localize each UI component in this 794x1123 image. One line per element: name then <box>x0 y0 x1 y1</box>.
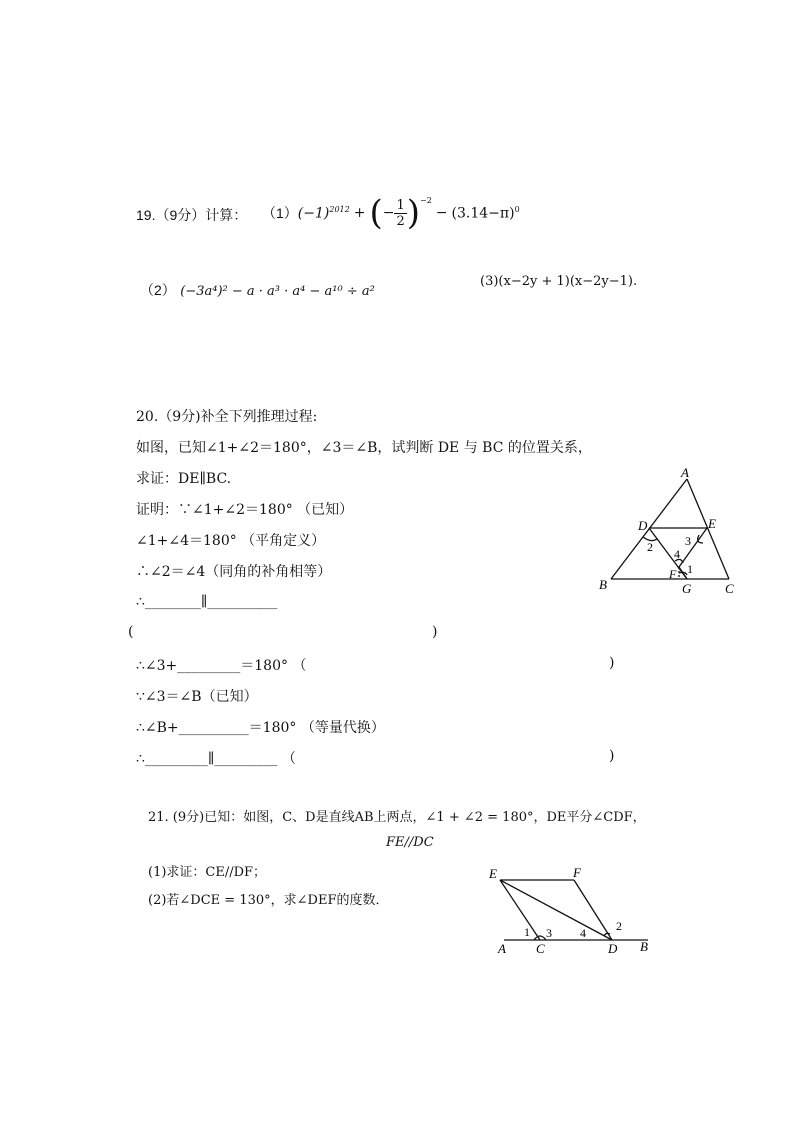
q20-label-E: E <box>708 516 716 531</box>
q21-num-1: 1 <box>524 925 530 939</box>
q20-step8: ∴∠B+__________＝180° （等量代换） <box>136 720 385 736</box>
q21-label-C: C <box>536 941 545 956</box>
q19-p1-exp2: −2 <box>420 196 432 205</box>
q21-num-2: 2 <box>616 919 622 933</box>
q20-step9: ∴_________∥_________ （ <box>136 751 296 767</box>
q20-num-3: 3 <box>685 534 691 548</box>
q21-parallelogram-figure <box>486 862 656 957</box>
q20-given: 如图，已知∠1+∠2＝180°，∠3＝∠B，试判断 DE 与 BC 的位置关系， <box>136 440 592 456</box>
q21-label-B: B <box>640 939 648 954</box>
q19-p1-lparen: ( <box>369 193 383 233</box>
q20-title: 20.（9分)补全下列推理过程: <box>136 409 318 425</box>
q20-step6-close: ) <box>609 655 615 671</box>
q19-p2-expr: (−3a⁴)² − a · a³ · a⁴ − a¹⁰ ÷ a² <box>180 284 375 299</box>
q21-label-A: A <box>498 941 506 956</box>
q21-label-F: F <box>573 865 581 880</box>
q20-step6: ∴∠3+_________＝180° （ <box>136 658 307 674</box>
q21-label-E: E <box>489 866 497 881</box>
q20-label-F: F <box>669 567 677 581</box>
q19-p1-rparen: ) <box>406 193 420 233</box>
q20-step5-close: ) <box>432 624 438 640</box>
q20-step4: ∴________∥__________ <box>136 594 278 610</box>
q21-line1: 21. (9分)已知：如图，C、D是直线AB上两点，∠1 + ∠2 = 180°，DE平分∠CDF， <box>148 810 646 825</box>
q21-line2: FE//DC <box>386 835 434 850</box>
q20-num-1: 1 <box>687 562 693 576</box>
q20-step2: ∠1+∠4＝180° （平角定义） <box>136 533 326 549</box>
q20-label-A: A <box>681 465 689 480</box>
q19-part1 <box>262 188 520 238</box>
q19-p1-frac-sign: − <box>382 205 395 221</box>
q19-p1-plus: + <box>353 205 366 221</box>
q21-num-3: 3 <box>546 926 552 940</box>
q19-p1-fraction: $\frac{1}{2}$ <box>396 197 405 229</box>
q19-part2 <box>140 280 375 300</box>
q20-label-D: D <box>638 518 648 533</box>
q20-step1: 证明：∵∠1+∠2＝180° （已知） <box>136 502 354 518</box>
q21-part1: (1)求证：CE//DF； <box>148 865 267 880</box>
q21-part2: (2)若∠DCE = 130°，求∠DEF的度数． <box>148 893 389 908</box>
q20-label-G: G <box>682 581 692 596</box>
q19-p1-minus: − <box>435 205 448 221</box>
q21-num-4: 4 <box>580 926 586 940</box>
q19-p1-term3: $(3.14-\pi)^0$ <box>451 204 520 222</box>
q19-part3: (3)(x−2y + 1)(x−2y−1). <box>480 274 638 289</box>
q19-p1-term1: $(-1)^{2012}$ <box>297 204 350 222</box>
q19-label: 19.（9分）计算： <box>136 207 248 223</box>
q20-label-C: C <box>725 581 734 596</box>
q20-step9-close: ) <box>609 748 615 764</box>
q20-num-4: 4 <box>674 547 680 561</box>
q20-label-B: B <box>599 577 607 592</box>
q19-p1-label: （1） <box>262 205 298 221</box>
q20-step3: ∴∠2＝∠4（同角的补角相等） <box>136 564 332 580</box>
q20-step7: ∵∠3＝∠B（已知） <box>136 689 258 705</box>
q20-triangle-figure <box>595 465 745 597</box>
q19-p2-label: （2） <box>140 282 176 298</box>
q21-label-D: D <box>608 941 618 956</box>
q20-step5-open: ( <box>128 624 134 640</box>
q20-num-2: 2 <box>647 540 653 554</box>
q20-prove: 求证：DE∥BC. <box>136 471 232 487</box>
